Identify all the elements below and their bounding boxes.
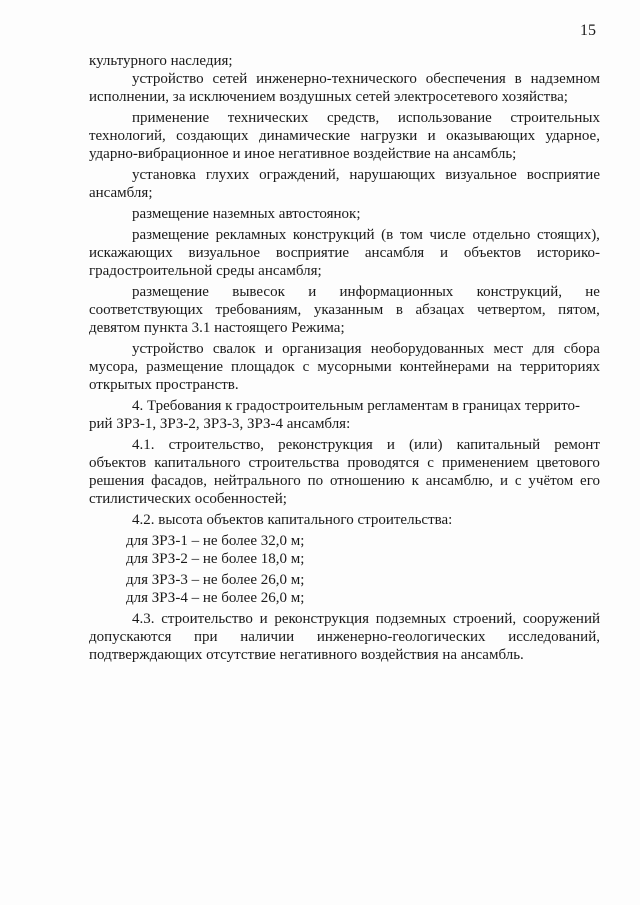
word: с [302,359,310,375]
word: (или) [408,437,443,453]
text-line: девятом пункта 3.1 настоящего Режима; [89,320,345,336]
word: для [532,341,555,357]
word: отдельно [472,227,531,243]
text-line [132,436,600,454]
word: и [264,341,273,357]
word: нарушающих [349,167,436,183]
word: требованиям, [215,302,302,318]
text-line: размещение наземных автостоянок; [132,206,361,222]
page-number: 15 [580,22,596,39]
word: технологий, [89,128,166,144]
text-line [89,358,600,376]
word: и [259,611,268,627]
word: сбора [563,341,600,357]
word: глухих [205,167,250,183]
word: (в [381,227,394,243]
text-line [132,226,600,244]
word: средств, [326,110,380,126]
word: нейтрального [213,473,301,489]
word: в [395,302,403,318]
word: в [514,71,522,87]
text-line: для ЗРЗ-1 – не более 32,0 м; [126,533,305,549]
word: создающих [176,128,249,144]
text-line: ударно-вибрационное и иное негативное воздействие на ансамбль; [89,146,517,162]
word: конструкций, [476,284,562,300]
word: устройство [132,341,204,357]
word: ансамблю, [425,473,494,489]
word: обеспечения [425,71,506,87]
word: мусора, [89,359,139,375]
text-line [89,301,600,319]
word: ударное, [545,128,600,144]
word: инженерно-технического [256,71,417,87]
word: том [399,227,423,243]
word: контейнерами [399,359,490,375]
word: применением [441,455,529,471]
word: пятом, [558,302,600,318]
word: технических [227,110,309,126]
text-line [89,628,600,646]
word: ансамбля [364,245,425,261]
word: по [307,473,324,489]
text-line [89,472,600,490]
word: сетей [212,71,248,87]
text-line [132,70,600,88]
word: и [427,128,436,144]
text-line: ансамбля; [89,185,153,201]
text-line [132,166,600,184]
word: инженерно-геологических [316,629,486,645]
word: нагрузки [360,128,418,144]
text-line: 4.2. высота объектов капитального строительства: [132,512,453,528]
text-line [132,283,600,301]
word: и [500,473,509,489]
text-line: исполнении, за исключением воздушных сетей электросетевого хозяйства; [89,89,568,105]
word: восприятие [275,245,350,261]
word: подземных [375,611,447,627]
word: реконструкция [278,437,373,453]
word: наличии [240,629,295,645]
word: строительства [248,455,340,471]
word: оказывающих [446,128,536,144]
word: организация [282,341,362,357]
word: капитального [154,455,241,471]
word: на [497,359,512,375]
word: четвертом, [477,302,546,318]
word: проводятся [347,455,420,471]
word: исследований, [508,629,600,645]
word: к [411,473,419,489]
word: соответствующих [89,302,203,318]
word: фасадов, [151,473,208,489]
word: рекламных [215,227,287,243]
word: реконструкция [274,611,369,627]
word: и [386,437,395,453]
word: и [308,284,317,300]
text-line: рий ЗРЗ-1, ЗРЗ-2, ЗРЗ-3, ЗРЗ-4 ансамбля: [89,416,351,432]
word: надземном [530,71,600,87]
word: визуальное [445,167,517,183]
word: объектов [463,245,522,261]
word: строительство [161,611,253,627]
text-line: культурного наследия; [89,53,233,69]
word: капитальный [456,437,541,453]
word: с [427,455,434,471]
word: с [514,473,522,489]
word: и [440,245,449,261]
word: строений, [453,611,517,627]
word: размещение [132,284,209,300]
word: при [194,629,218,645]
word: устройство [132,71,204,87]
word: использование [397,110,492,126]
word: установка [132,167,196,183]
word: строительство, [168,437,264,453]
text-line [89,454,600,472]
word: свалок [212,341,256,357]
text-line: градостроительной среды ансамбля; [89,263,322,279]
text-line: для ЗРЗ-2 – не более 18,0 м; [126,551,305,567]
text-line: для ЗРЗ-3 – не более 26,0 м; [126,572,305,588]
word: ремонт [554,437,600,453]
word: не [585,284,600,300]
word: цветового [536,455,600,471]
word: восприятие [526,167,600,183]
word: строительных [510,110,600,126]
word: визуальное [188,245,261,261]
word: площадок [231,359,295,375]
text-line: стилистических особенностей; [89,491,287,507]
word: 4.1. [132,437,155,453]
word: стоящих), [536,227,600,243]
word: объектов [89,455,147,471]
word: ограждений, [259,167,340,183]
word: мусорными [317,359,392,375]
word: учётом [528,473,574,489]
text-line [132,610,600,628]
word: допускаются [89,629,172,645]
word: применение [132,110,210,126]
word: решения [89,473,145,489]
text-line [132,340,600,358]
word: историко- [536,245,600,261]
text-line: 4. Требования к градостроительным регламентам в границах террито- [132,398,581,414]
word: размещение [132,227,209,243]
word: его [580,473,600,489]
word: указанным [313,302,384,318]
word: числе [429,227,466,243]
word: абзацах [415,302,465,318]
text-line [89,127,600,145]
text-line: открытых пространств. [89,377,239,393]
word: конструкций [292,227,375,243]
word: искажающих [89,245,173,261]
word: сооружений [522,611,600,627]
text-line [89,244,600,262]
word: информационных [339,284,454,300]
word: территориях [519,359,600,375]
word: вывесок [232,284,285,300]
text-line: для ЗРЗ-4 – не более 26,0 м; [126,590,305,606]
word: мест [493,341,524,357]
text-line [132,109,600,127]
word: 4.3. [132,611,155,627]
word: размещение [146,359,224,375]
text-line: подтверждающих отсутствие негативного воздействия на ансамбль. [89,647,524,663]
word: необорудованных [370,341,485,357]
word: динамические [258,128,351,144]
word: отношению [329,473,405,489]
